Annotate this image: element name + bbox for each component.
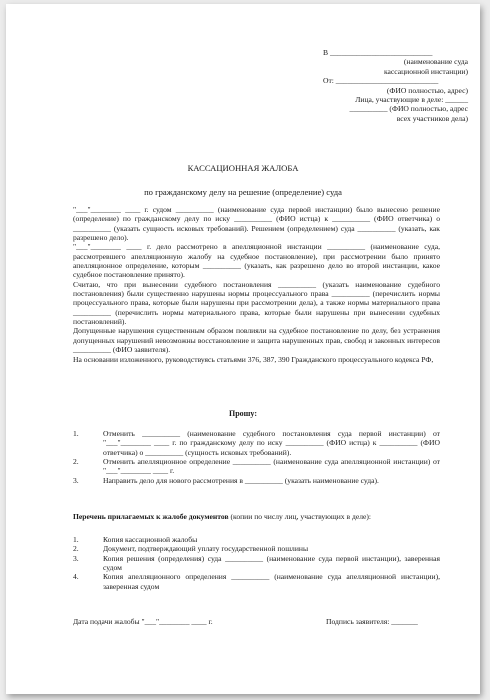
attachments-heading-note: (копии по числу лиц, участвующих в деле): (228, 512, 372, 521)
paragraph-appeal: "___"________ ____ г. дело рассмотрено в апелляционной инстанции __________ (наименование суда, рассмотревшего апелляционную жалобу на судебное постановление), при рассмотрении было принято апелляционное определение, которым __________ (указать, как разрешено дело во второй инстанции, какое судебное постановление принято). (73, 242, 440, 280)
addressee-block (264, 48, 468, 123)
paragraph-first-instance: "___"________ ____ г. судом __________ (наименование суда первой инстанции) было вынесено решение (определение) по гражданскому делу по иску __________ (ФИО истца) к __________ (ФИО ответчика) о __________ (указать сущность исковых требований). Решением (определением) суда __________ (указать, как разрешено дело). (73, 205, 440, 243)
paragraph-legal-basis: На основании изложенного, руководствуясь статьями 376, 387, 390 Гражданского процессуального кодекса РФ, (73, 354, 434, 364)
item-text: Копия апелляционного определения __________ (наименование суда апелляционной инстанции), заверенная судом (103, 572, 440, 591)
applicant-signature: Подпись заявителя: _______ (326, 617, 418, 626)
item-text: Отменить апелляционное определение __________ (наименование суда апелляционной инстанции) от "___"________ ____ г. (103, 457, 440, 476)
attachments-list (73, 535, 440, 591)
item-number: 3. (73, 475, 79, 485)
document-title: КАССАЦИОННАЯ ЖАЛОБА (187, 163, 299, 173)
from-line: От: ___________________________ (323, 76, 439, 86)
item-text: Копия кассационной жалобы (103, 535, 198, 544)
item-text: Направить дело для нового рассмотрения в __________ (указать наименование суда). (103, 475, 379, 485)
item-text: Копия решения (определения) суда __________ (наименование суда первой инстанции), заверенная судом (103, 553, 440, 573)
document-subtitle: по гражданскому делу на решение (определение) суда (144, 187, 342, 197)
item-text: Отменить __________ (наименование судебного постановления суда первой инстанции) от "___"________ ____ г. по гражданскому делу по иску __________ (ФИО истца) к __________ (ФИО ответчика) о __________ (сущность исковых требований). (103, 429, 440, 457)
participants-all-hint: всех участников дела) (396, 113, 468, 123)
applicant-fio-hint: (ФИО полностью, адрес) (386, 85, 468, 95)
item-number: 4. (73, 572, 79, 582)
court-instance-hint: кассационной инстанции) (383, 66, 468, 76)
paragraph-violations: Считаю, что при вынесении судебного постановления __________ (указать наименование судебного постановления) были существенно нарушены нормы процессуального права __________ (перечислить нормы процессуального права, которые были нарушены при рассмотрении дела), а также нормы материального права __________ (перечислить нормы материального права, которые были нарушены при вынесении судебных постановлений). (73, 279, 440, 327)
item-number: 1. (73, 429, 79, 438)
attachments-heading (73, 512, 440, 521)
request-item (73, 429, 440, 457)
item-number: 1. (73, 535, 79, 544)
complaint-body (73, 205, 440, 364)
item-number: 2. (73, 457, 79, 467)
request-heading: Прошу: (229, 409, 257, 418)
item-text: Документ, подтверждающий уплату государственной пошлины (103, 544, 309, 554)
request-item (73, 476, 440, 485)
attachment-item (73, 535, 440, 544)
request-item (73, 457, 440, 476)
participants-line: Лица, участвующие в деле: ______ (355, 95, 468, 105)
court-name-hint: (наименование суда (403, 57, 468, 67)
attachment-item (73, 572, 440, 591)
submission-date: Дата подачи жалобы "___"________ ____ г. (73, 617, 213, 626)
participants-fio-hint: __________ (ФИО полностью, адрес (349, 104, 468, 114)
attachment-item (73, 554, 440, 573)
attachment-item (73, 544, 440, 553)
paragraph-consequences: Допущенные нарушения существенным образом повлияли на судебное постановление по делу, без устранения допущенных нарушений невозможны восстановление и защита нарушенных прав, свобод и законных интересов __________ (ФИО заявителя). (73, 326, 440, 355)
court-line: В ___________________________ (323, 48, 433, 57)
item-number: 3. (73, 553, 79, 563)
request-list (73, 429, 440, 485)
attachments-heading-bold: Перечень прилагаемых к жалобе документов (73, 512, 229, 521)
document-page (6, 4, 480, 694)
item-number: 2. (73, 544, 79, 554)
